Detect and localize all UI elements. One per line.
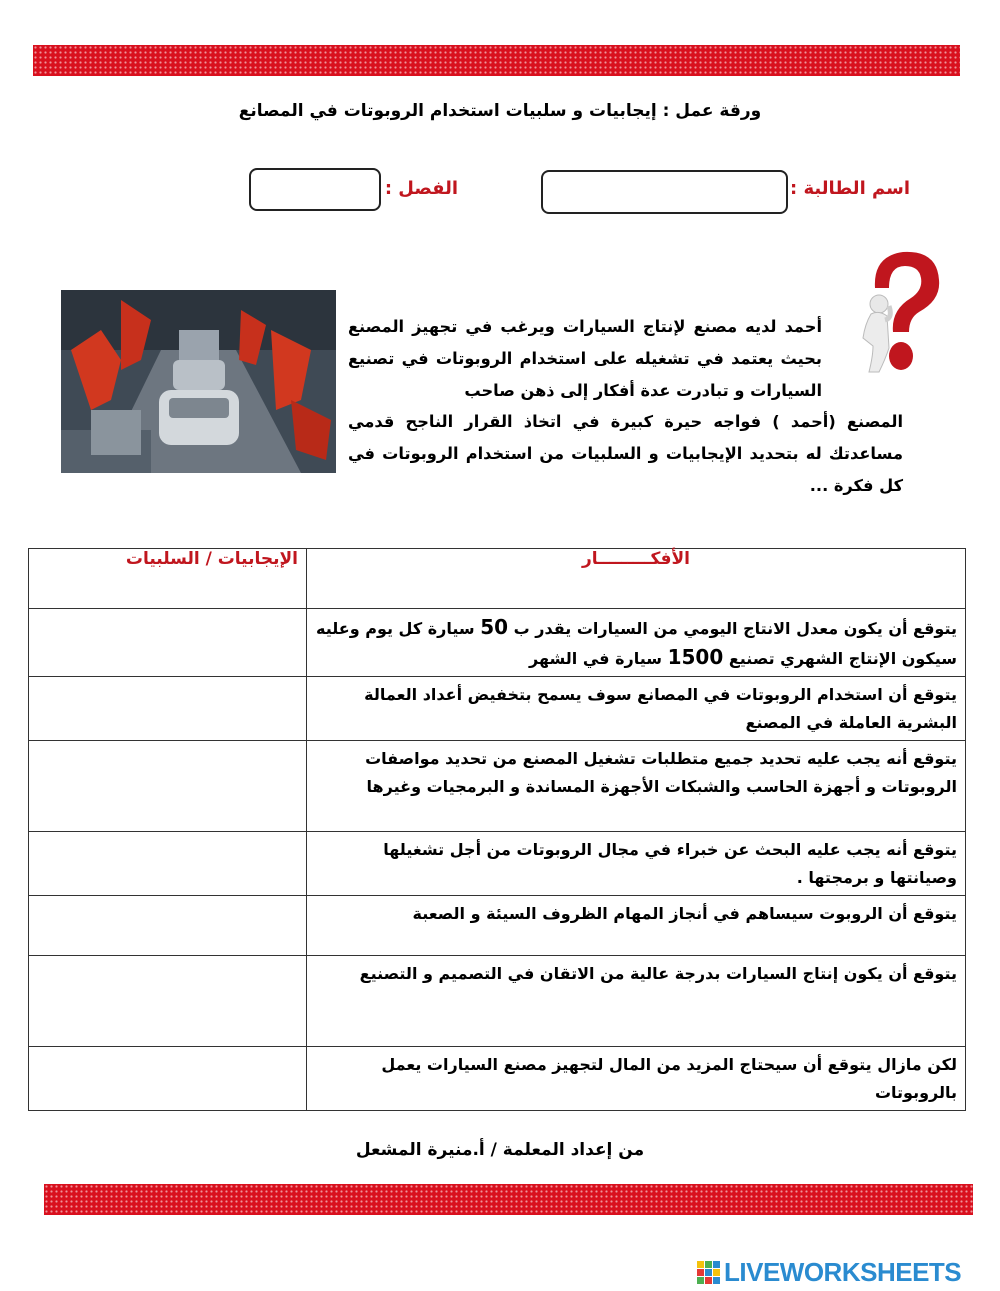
idea-cell: يتوقع أن يكون معدل الانتاج اليومي من السيارات يقدر ب 50 سيارة كل يوم وعليه سيكون الإنتاج الشهري تصنيع 1500 سيارة في الشهر — [307, 609, 966, 677]
answer-cell[interactable] — [29, 832, 307, 896]
question-mark-figure-icon — [855, 248, 947, 378]
answer-cell[interactable] — [29, 677, 307, 741]
factory-robots-image — [61, 290, 336, 473]
story-paragraph-part2: المصنع (أحمد ) فواجه حيرة كبيرة في اتخاذ القرار الناجح قدمي مساعدتك له بتحديد الإيجابيات و السلبيات من استخدام الروبوتات في كل فكرة ... — [348, 412, 903, 495]
idea-cell: يتوقع أنه يجب عليه تحديد جميع متطلبات تشغيل المصنع من تحديد مواصفات الروبوتات و أجهزة الحاسب والشبكات الأجهزة المساندة و البرمجيات وغيرها — [307, 741, 966, 832]
class-input[interactable] — [249, 168, 381, 211]
idea-cell: يتوقع أن الروبوت سيساهم في أنجاز المهام الظروف السيئة و الصعبة — [307, 896, 966, 956]
student-name-input[interactable] — [541, 170, 788, 214]
table-row — [29, 1047, 966, 1111]
answer-cell[interactable] — [29, 1047, 307, 1111]
ideas-table — [28, 548, 966, 1111]
table-row — [29, 677, 966, 741]
answer-cell[interactable] — [29, 896, 307, 956]
answer-cell[interactable] — [29, 956, 307, 1047]
table-header-row — [29, 549, 966, 609]
story-paragraph-part1: أحمد لديه مصنع لإنتاج السيارات ويرغب في تجهيز المصنع بحيث يعتمد في تشغيله على استخدام الروبوتات في تصنيع السيارات و تبادرت عدة أفكار إلى ذهن صاحب — [348, 317, 822, 400]
answer-cell[interactable] — [29, 741, 307, 832]
idea-cell: يتوقع أنه يجب عليه البحث عن خبراء في مجال الروبوتات من أجل تشغيلها وصيانتها و برمجتها . — [307, 832, 966, 896]
table-row — [29, 609, 966, 677]
table-row — [29, 896, 966, 956]
student-name-label: اسم الطالبة : — [790, 178, 910, 199]
answer-cell[interactable] — [29, 609, 307, 677]
top-decorative-band — [33, 45, 960, 76]
header-answers: الإيجابيات / السلبيات — [29, 549, 307, 609]
class-label: الفصل : — [384, 178, 458, 199]
worksheet-title: ورقة عمل : إيجابيات و سلبيات استخدام الروبوتات في المصانع — [238, 101, 762, 121]
author-footer: من إعداد المعلمة / أ.منيرة المشعل — [355, 1140, 645, 1160]
liveworksheets-logo — [697, 1258, 961, 1286]
table-row — [29, 832, 966, 896]
idea-cell: لكن مازال يتوقع أن سيحتاج المزيد من المال لتجهيز مصنع السيارات يعمل بالروبوتات — [307, 1047, 966, 1111]
header-ideas: الأفكـــــــــار — [307, 549, 966, 609]
bottom-decorative-band — [44, 1184, 973, 1215]
idea-cell: يتوقع أن يكون إنتاج السيارات بدرجة عالية من الاتقان في التصميم و التصنيع — [307, 956, 966, 1047]
table-row — [29, 741, 966, 832]
table-row — [29, 956, 966, 1047]
idea-cell: يتوقع أن استخدام الروبوتات في المصانع سوف يسمح بتخفيض أعداد العمالة البشرية العاملة في المصنع — [307, 677, 966, 741]
logo-blocks-icon — [697, 1261, 720, 1284]
brand-text: LIVEWORKSHEETS — [724, 1256, 962, 1287]
